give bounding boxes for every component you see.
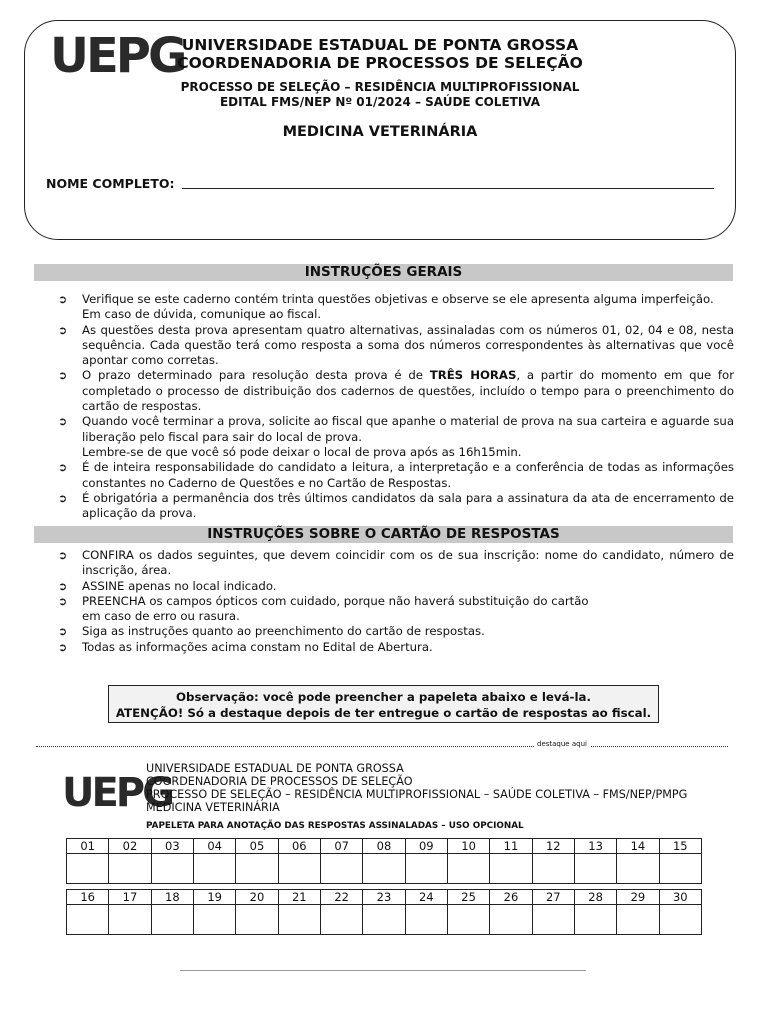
list-item: ➲ PREENCHA os campos ópticos com cuidado, porque não haverá substituição do cartão	[58, 593, 589, 608]
arrow-bullet-icon: ➲	[58, 415, 68, 429]
question-number: 05	[236, 839, 278, 854]
arrow-bullet-icon: ➲	[58, 594, 68, 608]
answer-box[interactable]	[405, 905, 447, 935]
general-instructions-heading: INSTRUÇÕES GERAIS	[34, 264, 733, 281]
answer-box[interactable]	[236, 905, 278, 935]
answer-box[interactable]	[532, 905, 574, 935]
question-number-row	[67, 890, 702, 905]
answer-box[interactable]	[574, 905, 616, 935]
answer-box[interactable]	[363, 854, 405, 884]
question-number: 17	[109, 890, 151, 905]
answer-box[interactable]	[659, 854, 701, 884]
university-name: UNIVERSIDADE ESTADUAL DE PONTA GROSSA	[181, 36, 579, 54]
question-number: 14	[617, 839, 659, 854]
arrow-bullet-icon: ➲	[58, 491, 68, 505]
edital-title: EDITAL FMS/NEP Nº 01/2024 – SAÚDE COLETIVA	[219, 95, 541, 109]
list-item: ➲ Verifique se este caderno contém trinta questões objetivas e observe se ele apresenta alguma imperfeição.	[58, 292, 714, 306]
uepg-logo-small: UEPG	[62, 770, 172, 816]
list-item: ➲ É obrigatória a permanência dos três últimos candidatos da sala para a assinatura da ata de encerramento de aplicação da prova.	[58, 490, 734, 521]
answer-table-1	[66, 838, 702, 884]
answer-box[interactable]	[490, 854, 532, 884]
sheet-process-title: PROCESSO DE SELEÇÃO – RESIDÊNCIA MULTIPROFISSIONAL – SAÚDE COLETIVA – FMS/NEP/PMPG	[146, 788, 688, 801]
question-number: 30	[659, 890, 701, 905]
answer-box[interactable]	[109, 905, 151, 935]
answer-box[interactable]	[363, 905, 405, 935]
cut-here-label: destaque aqui	[534, 740, 590, 748]
question-number: 18	[151, 890, 193, 905]
answer-box[interactable]	[67, 905, 109, 935]
arrow-bullet-icon: ➲	[58, 461, 68, 475]
answer-sheet-title: PAPELETA PARA ANOTAÇÃO DAS RESPOSTAS ASSINALADAS – USO OPCIONAL	[146, 821, 524, 831]
list-item: ➲ Todas as informações acima constam no Edital de Abertura.	[58, 639, 433, 654]
answer-box[interactable]	[236, 854, 278, 884]
question-number: 25	[447, 890, 489, 905]
answer-box[interactable]	[617, 905, 659, 935]
question-number: 10	[447, 839, 489, 854]
card-instructions-list	[58, 548, 734, 655]
question-number: 22	[320, 890, 362, 905]
answer-box[interactable]	[320, 905, 362, 935]
question-number: 28	[574, 890, 616, 905]
question-number: 15	[659, 839, 701, 854]
list-item: ➲ Quando você terminar a prova, solicite ao fiscal que apanhe o material de prova na sua carteira e aguarde sua liberação pelo fiscal para sair do local de prova.	[58, 414, 734, 444]
name-field-line	[182, 188, 714, 189]
answer-box-row	[67, 905, 702, 935]
list-item: ➲ ASSINE apenas no local indicado.	[58, 578, 277, 593]
observation-line: Observação: você pode preencher a papeleta abaixo e levá-la.	[176, 690, 591, 704]
question-number: 20	[236, 890, 278, 905]
general-instructions-list	[58, 292, 734, 521]
answer-box[interactable]	[659, 905, 701, 935]
question-number: 04	[193, 839, 235, 854]
answer-box[interactable]	[151, 905, 193, 935]
question-number: 02	[109, 839, 151, 854]
question-number: 24	[405, 890, 447, 905]
answer-table-2	[66, 889, 702, 935]
sheet-coordination-name: COORDENADORIA DE PROCESSOS DE SELEÇÃO	[146, 775, 413, 788]
answer-box[interactable]	[320, 854, 362, 884]
answer-box-row	[67, 854, 702, 884]
answer-box[interactable]	[193, 854, 235, 884]
answer-box[interactable]	[278, 905, 320, 935]
signature-line	[180, 970, 586, 971]
question-number: 07	[320, 839, 362, 854]
answer-box[interactable]	[490, 905, 532, 935]
observation-box	[108, 685, 659, 723]
list-item: ➲ CONFIRA os dados seguintes, que devem coincidir com os de sua inscrição: nome do candidato, número de inscrição, área.	[58, 548, 734, 578]
arrow-bullet-icon: ➲	[58, 549, 68, 562]
question-number: 12	[532, 839, 574, 854]
list-item: ➲ As questões desta prova apresentam quatro alternativas, assinaladas com os números 01, 02, 04 e 08, nesta sequência. Cada questão terá como resposta a soma dos números correspondentes às alternativas que você apontar como corretas.	[58, 322, 734, 368]
question-number: 13	[574, 839, 616, 854]
question-number: 03	[151, 839, 193, 854]
arrow-bullet-icon: ➲	[58, 625, 68, 639]
question-number: 11	[490, 839, 532, 854]
arrow-bullet-icon: ➲	[58, 640, 68, 654]
coordination-name: COORDENADORIA DE PROCESSOS DE SELEÇÃO	[177, 54, 583, 72]
question-number: 27	[532, 890, 574, 905]
sheet-course-title: MEDICINA VETERINÁRIA	[146, 801, 280, 814]
process-title: PROCESSO DE SELEÇÃO – RESIDÊNCIA MULTIPROFISSIONAL	[180, 80, 580, 94]
cut-line	[36, 746, 728, 747]
course-title: MEDICINA VETERINÁRIA	[282, 124, 478, 140]
list-item-continuation: Lembre-se de que você só pode deixar o local de prova após as 16h15min.	[82, 444, 522, 459]
list-item: ➲ É de inteira responsabilidade do candidato a leitura, a interpretação e a conferência de todas as informações constantes no Caderno de Questões e no Cartão de Respostas.	[58, 460, 734, 490]
question-number: 23	[363, 890, 405, 905]
arrow-bullet-icon: ➲	[58, 293, 68, 306]
list-item: ➲ Siga as instruções quanto ao preenchimento do cartão de respostas.	[58, 624, 485, 639]
question-number: 16	[67, 890, 109, 905]
answer-box[interactable]	[278, 854, 320, 884]
question-number: 01	[67, 839, 109, 854]
name-label: NOME COMPLETO:	[46, 176, 175, 191]
answer-box[interactable]	[617, 854, 659, 884]
answer-box[interactable]	[67, 854, 109, 884]
answer-box[interactable]	[532, 854, 574, 884]
question-number: 29	[617, 890, 659, 905]
list-item-continuation: em caso de erro ou rasura.	[82, 609, 240, 624]
duration-emphasis: TRÊS HORAS	[429, 368, 517, 383]
attention-line: ATENÇÃO! Só a destaque depois de ter entregue o cartão de respostas ao fiscal.	[115, 706, 652, 720]
answer-box[interactable]	[447, 905, 489, 935]
question-number: 19	[193, 890, 235, 905]
question-number: 06	[278, 839, 320, 854]
question-number: 09	[405, 839, 447, 854]
answer-box[interactable]	[151, 854, 193, 884]
answer-box[interactable]	[447, 854, 489, 884]
answer-box[interactable]	[109, 854, 151, 884]
question-number: 08	[363, 839, 405, 854]
answer-box[interactable]	[405, 854, 447, 884]
arrow-bullet-icon: ➲	[58, 323, 68, 337]
question-number-row	[67, 839, 702, 854]
sheet-university-name: UNIVERSIDADE ESTADUAL DE PONTA GROSSA	[146, 762, 404, 775]
question-number: 26	[490, 890, 532, 905]
list-item: ➲ O prazo determinado para resolução desta prova é de TRÊS HORAS, a partir do momento em que for completado o processo de distribuição dos cadernos de questões, incluído o tempo para o preenchimento do cartão de respostas.	[58, 368, 734, 414]
arrow-bullet-icon: ➲	[58, 579, 68, 593]
answer-box[interactable]	[574, 854, 616, 884]
uepg-logo: UEPG	[50, 28, 185, 84]
list-item-continuation: Em caso de dúvida, comunique ao fiscal.	[82, 307, 322, 322]
arrow-bullet-icon: ➲	[58, 369, 68, 383]
answer-box[interactable]	[193, 905, 235, 935]
question-number: 21	[278, 890, 320, 905]
card-instructions-heading: INSTRUÇÕES SOBRE O CARTÃO DE RESPOSTAS	[34, 526, 733, 543]
